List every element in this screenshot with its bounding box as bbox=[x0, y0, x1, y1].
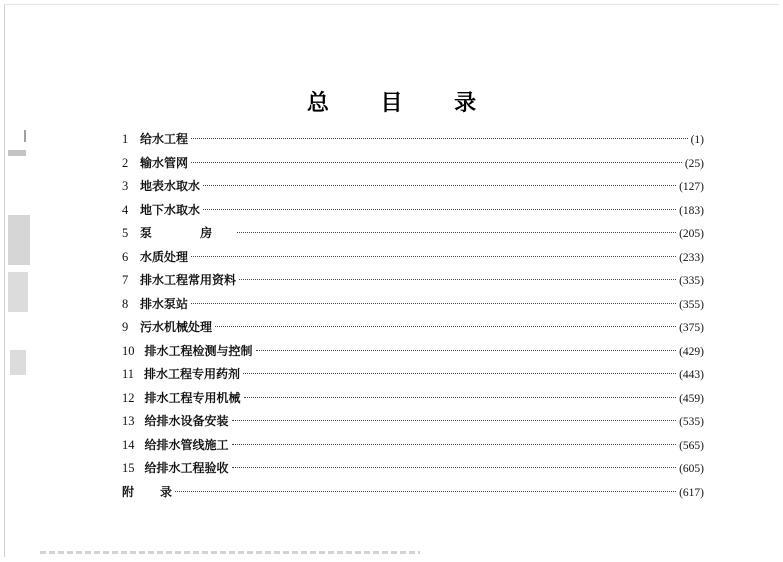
toc-entry-page: (233) bbox=[679, 251, 704, 264]
dot-leader bbox=[175, 491, 676, 492]
toc-entry-title: 地表水取水 bbox=[140, 179, 201, 193]
page-title: 总 目 录 bbox=[306, 91, 499, 116]
dot-leader bbox=[203, 209, 676, 210]
toc-entry bbox=[122, 246, 704, 270]
toc-entry-page: (127) bbox=[679, 181, 704, 193]
toc-appendix-page: (617) bbox=[679, 486, 704, 499]
scan-artifact bbox=[24, 130, 26, 142]
toc-entry bbox=[122, 363, 704, 387]
toc-entry-title: 给排水工程验收 bbox=[144, 461, 229, 475]
toc-entry bbox=[122, 152, 704, 176]
toc-entry bbox=[122, 434, 704, 458]
toc-entry bbox=[122, 316, 704, 340]
dot-leader bbox=[256, 350, 677, 351]
toc-entry-number: 13 bbox=[122, 414, 135, 428]
toc-entry-title: 给排水管线施工 bbox=[144, 437, 229, 452]
toc-entry-page: (535) bbox=[679, 416, 704, 428]
toc-entry bbox=[122, 269, 704, 293]
toc-entry-title: 泵 房 bbox=[140, 226, 235, 240]
scan-artifact bbox=[8, 150, 26, 156]
toc-entry-number: 11 bbox=[122, 367, 135, 381]
toc-entry-number: 15 bbox=[122, 461, 135, 475]
dot-leader bbox=[232, 420, 677, 421]
dot-leader bbox=[232, 444, 677, 445]
dot-leader bbox=[232, 467, 677, 468]
toc-appendix-label: 附 bbox=[122, 484, 135, 499]
toc-entry-number: 6 bbox=[122, 249, 129, 264]
toc-entry bbox=[122, 293, 704, 317]
toc-entry-page: (25) bbox=[684, 157, 704, 170]
table-of-contents bbox=[122, 128, 704, 504]
toc-entry-number: 4 bbox=[122, 202, 129, 217]
toc-entry-number: 1 bbox=[122, 132, 129, 146]
toc-entry-page: (375) bbox=[679, 322, 704, 334]
toc-entry-page: (565) bbox=[679, 439, 704, 452]
toc-entry-number: 10 bbox=[122, 343, 135, 358]
dot-leader bbox=[244, 397, 677, 398]
toc-entry-page: (429) bbox=[679, 345, 704, 358]
toc-entry bbox=[122, 222, 704, 246]
toc-entry-page: (183) bbox=[679, 204, 704, 217]
toc-entry-page: (335) bbox=[679, 275, 704, 287]
scan-artifact bbox=[40, 551, 420, 554]
dot-leader bbox=[191, 303, 676, 304]
toc-entry-title: 排水工程常用资料 bbox=[140, 273, 237, 287]
toc-entry-number: 14 bbox=[122, 437, 135, 452]
toc-entry-page: (443) bbox=[679, 369, 704, 381]
toc-entry-page: (1) bbox=[690, 134, 704, 146]
scan-artifact bbox=[8, 272, 28, 312]
toc-entry-title: 水质处理 bbox=[140, 249, 189, 264]
toc-entry bbox=[122, 128, 704, 152]
toc-entry-page: (355) bbox=[679, 298, 704, 311]
toc-entry-title: 排水工程专用药剂 bbox=[144, 367, 241, 381]
toc-entry bbox=[122, 199, 704, 223]
toc-entry-title: 给排水设备安装 bbox=[144, 414, 229, 428]
dot-leader bbox=[237, 232, 676, 233]
dot-leader bbox=[191, 256, 676, 257]
toc-entry-number: 5 bbox=[122, 226, 129, 240]
toc-appendix-title: 录 bbox=[160, 484, 173, 499]
toc-entry-number: 2 bbox=[122, 155, 129, 170]
toc-entry-number: 8 bbox=[122, 296, 129, 311]
toc-entry-page: (605) bbox=[679, 463, 704, 475]
toc-entry-title: 排水工程检测与控制 bbox=[144, 343, 253, 358]
toc-entry-page: (459) bbox=[679, 392, 704, 405]
dot-leader bbox=[215, 326, 676, 327]
toc-entry bbox=[122, 175, 704, 199]
toc-entry-number: 3 bbox=[122, 179, 129, 193]
toc-entry-title: 地下水取水 bbox=[140, 202, 201, 217]
toc-entry bbox=[122, 387, 704, 411]
toc-entry-number: 7 bbox=[122, 273, 129, 287]
toc-appendix-entry bbox=[122, 481, 704, 505]
toc-entry bbox=[122, 457, 704, 481]
dot-leader bbox=[243, 373, 676, 374]
toc-entry-page: (205) bbox=[679, 228, 704, 240]
toc-entry-title: 输水管网 bbox=[140, 155, 189, 170]
scan-artifact bbox=[10, 350, 26, 375]
toc-entry-number: 12 bbox=[122, 390, 135, 405]
dot-leader bbox=[191, 138, 688, 139]
toc-entry bbox=[122, 410, 704, 434]
scan-artifact bbox=[8, 215, 30, 265]
dot-leader bbox=[239, 279, 676, 280]
toc-entry-title: 给水工程 bbox=[140, 132, 189, 146]
dot-leader bbox=[203, 185, 676, 186]
dot-leader bbox=[191, 162, 682, 163]
toc-entry-number: 9 bbox=[122, 320, 129, 334]
toc-entry-title: 排水工程专用机械 bbox=[144, 390, 241, 405]
toc-entry-title: 污水机械处理 bbox=[140, 320, 213, 334]
toc-entry bbox=[122, 340, 704, 364]
toc-entry-title: 排水泵站 bbox=[140, 296, 189, 311]
